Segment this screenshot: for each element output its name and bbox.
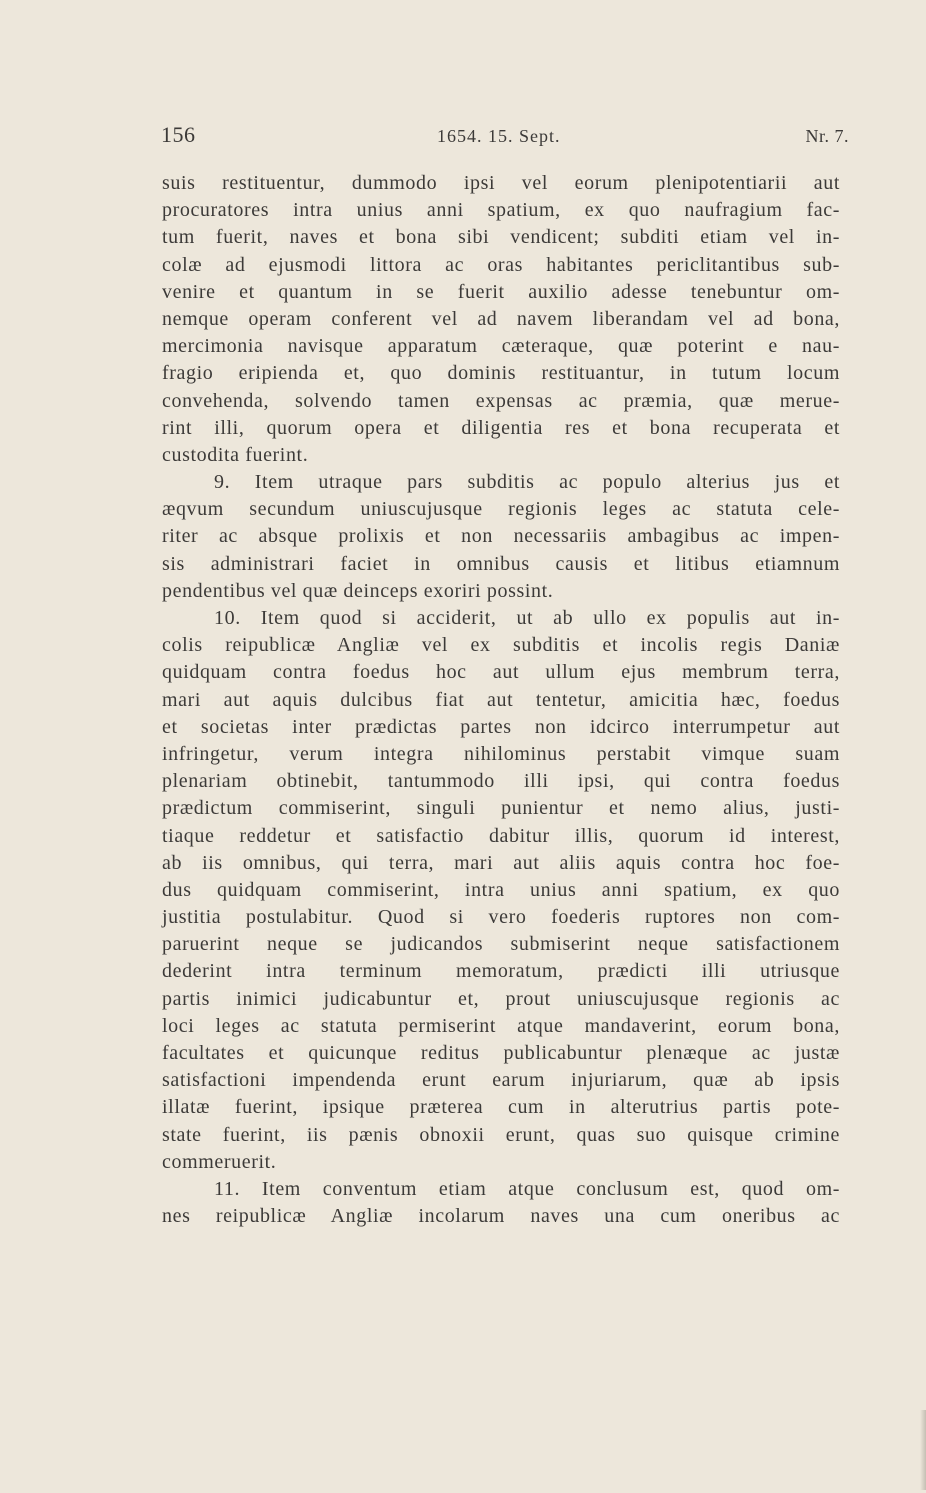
paragraph-9-start: 9. Item utraque pars subditis ac populo alterius jus et (214, 471, 840, 494)
text-line: illatæ fuerint, ipsique præterea cum in alterutrius partis pote- (162, 1096, 840, 1119)
body-text (162, 170, 840, 1230)
document-number: Nr. 7. (805, 126, 849, 146)
text-line: facultates et quicunque reditus publicabuntur plenæque ac justæ (162, 1042, 840, 1064)
text-line: partis inimici judicabuntur et, prout uniuscujusque regionis ac (162, 987, 840, 1010)
text-line: colæ ad ejusmodi littora ac oras habitantes periclitantibus sub- (162, 253, 840, 276)
page-number: 156 (161, 122, 196, 147)
text-line: paruerint neque se judicandos submiserint neque satisfactionem (162, 933, 840, 956)
text-line: mercimonia navisque apparatum cæteraque, quæ poterint e nau- (162, 335, 840, 358)
text-line: state fuerint, iis pænis obnoxii erunt, quas suo quisque crimine (162, 1123, 840, 1146)
text-line: plenariam obtinebit, tantummodo illi ipsi, qui contra foedus (162, 770, 840, 793)
paragraph-10-start: 10. Item quod si acciderit, ut ab ullo ex populis aut in- (214, 607, 840, 629)
text-line: satisfactioni impendenda erunt earum injuriarum, quæ ab ipsis (162, 1069, 840, 1092)
text-line: convehenda, solvendo tamen expensas ac præmia, quæ merue- (162, 389, 840, 412)
text-line: loci leges ac statuta permiserint atque mandaverint, eorum bona, (162, 1014, 840, 1037)
page-edge-shadow (920, 1410, 926, 1490)
text-line: sis administrari faciet in omnibus causis et litibus etiamnum (162, 552, 840, 575)
text-line: dus quidquam commiserint, intra unius anni spatium, ex quo (162, 878, 840, 901)
text-line: pendentibus vel quæ deinceps exoriri possint. (162, 579, 554, 602)
text-line: custodita fuerint. (162, 443, 309, 466)
text-line: rint illi, quorum opera et diligentia res et bona recuperata et (162, 416, 840, 439)
text-line: quidquam contra foedus hoc aut ullum ejus membrum terra, (162, 661, 840, 684)
text-line: æqvum secundum uniuscujusque regionis leges ac statuta cele- (162, 498, 840, 521)
text-line: suis restituentur, dummodo ipsi vel eorum plenipotentiarii aut (162, 172, 840, 194)
text-line: dederint intra terminum memoratum, prædicti illi utriusque (162, 960, 840, 983)
text-line: riter ac absque prolixis et non necessariis ambagibus ac impen- (162, 525, 840, 548)
text-line: infringetur, verum integra nihilominus perstabit vimque suam (162, 742, 840, 765)
text-line: ab iis omnibus, qui terra, mari aut aliis aquis contra hoc foe- (162, 851, 840, 874)
text-line: nemque operam conferent vel ad navem liberandam vel ad bona, (162, 307, 840, 330)
text-line: venire et quantum in se fuerit auxilio adesse tenebuntur om- (162, 280, 840, 303)
text-line: procuratores intra unius anni spatium, ex quo naufragium fac- (162, 199, 840, 222)
text-line: colis reipublicæ Angliæ vel ex subditis et incolis regis Daniæ (162, 634, 840, 657)
text-line: mari aut aquis dulcibus fiat aut tentetur, amicitia hæc, foedus (162, 688, 840, 711)
text-line: justitia postulabitur. Quod si vero foederis ruptores non com- (162, 906, 840, 929)
text-line: et societas inter prædictas partes non idcirco interrumpetur aut (162, 715, 840, 738)
text-line: tiaque reddetur et satisfactio dabitur illis, quorum id interest, (162, 824, 840, 847)
text-line: prædictum commiserint, singuli punientur et nemo alius, justi- (162, 797, 840, 820)
text-line: nes reipublicæ Angliæ incolarum naves una cum oneribus ac (162, 1205, 840, 1228)
text-line: fragio eripienda et, quo dominis restituantur, in tutum locum (162, 362, 840, 385)
running-head-date: 1654. 15. Sept. (437, 126, 561, 146)
running-head (163, 122, 849, 152)
text-line: tum fuerit, naves et bona sibi vendicent; subditi etiam vel in- (162, 226, 840, 249)
text-line: commeruerit. (162, 1150, 277, 1173)
paragraph-11-start: 11. Item conventum etiam atque conclusum est, quod om- (214, 1177, 840, 1200)
